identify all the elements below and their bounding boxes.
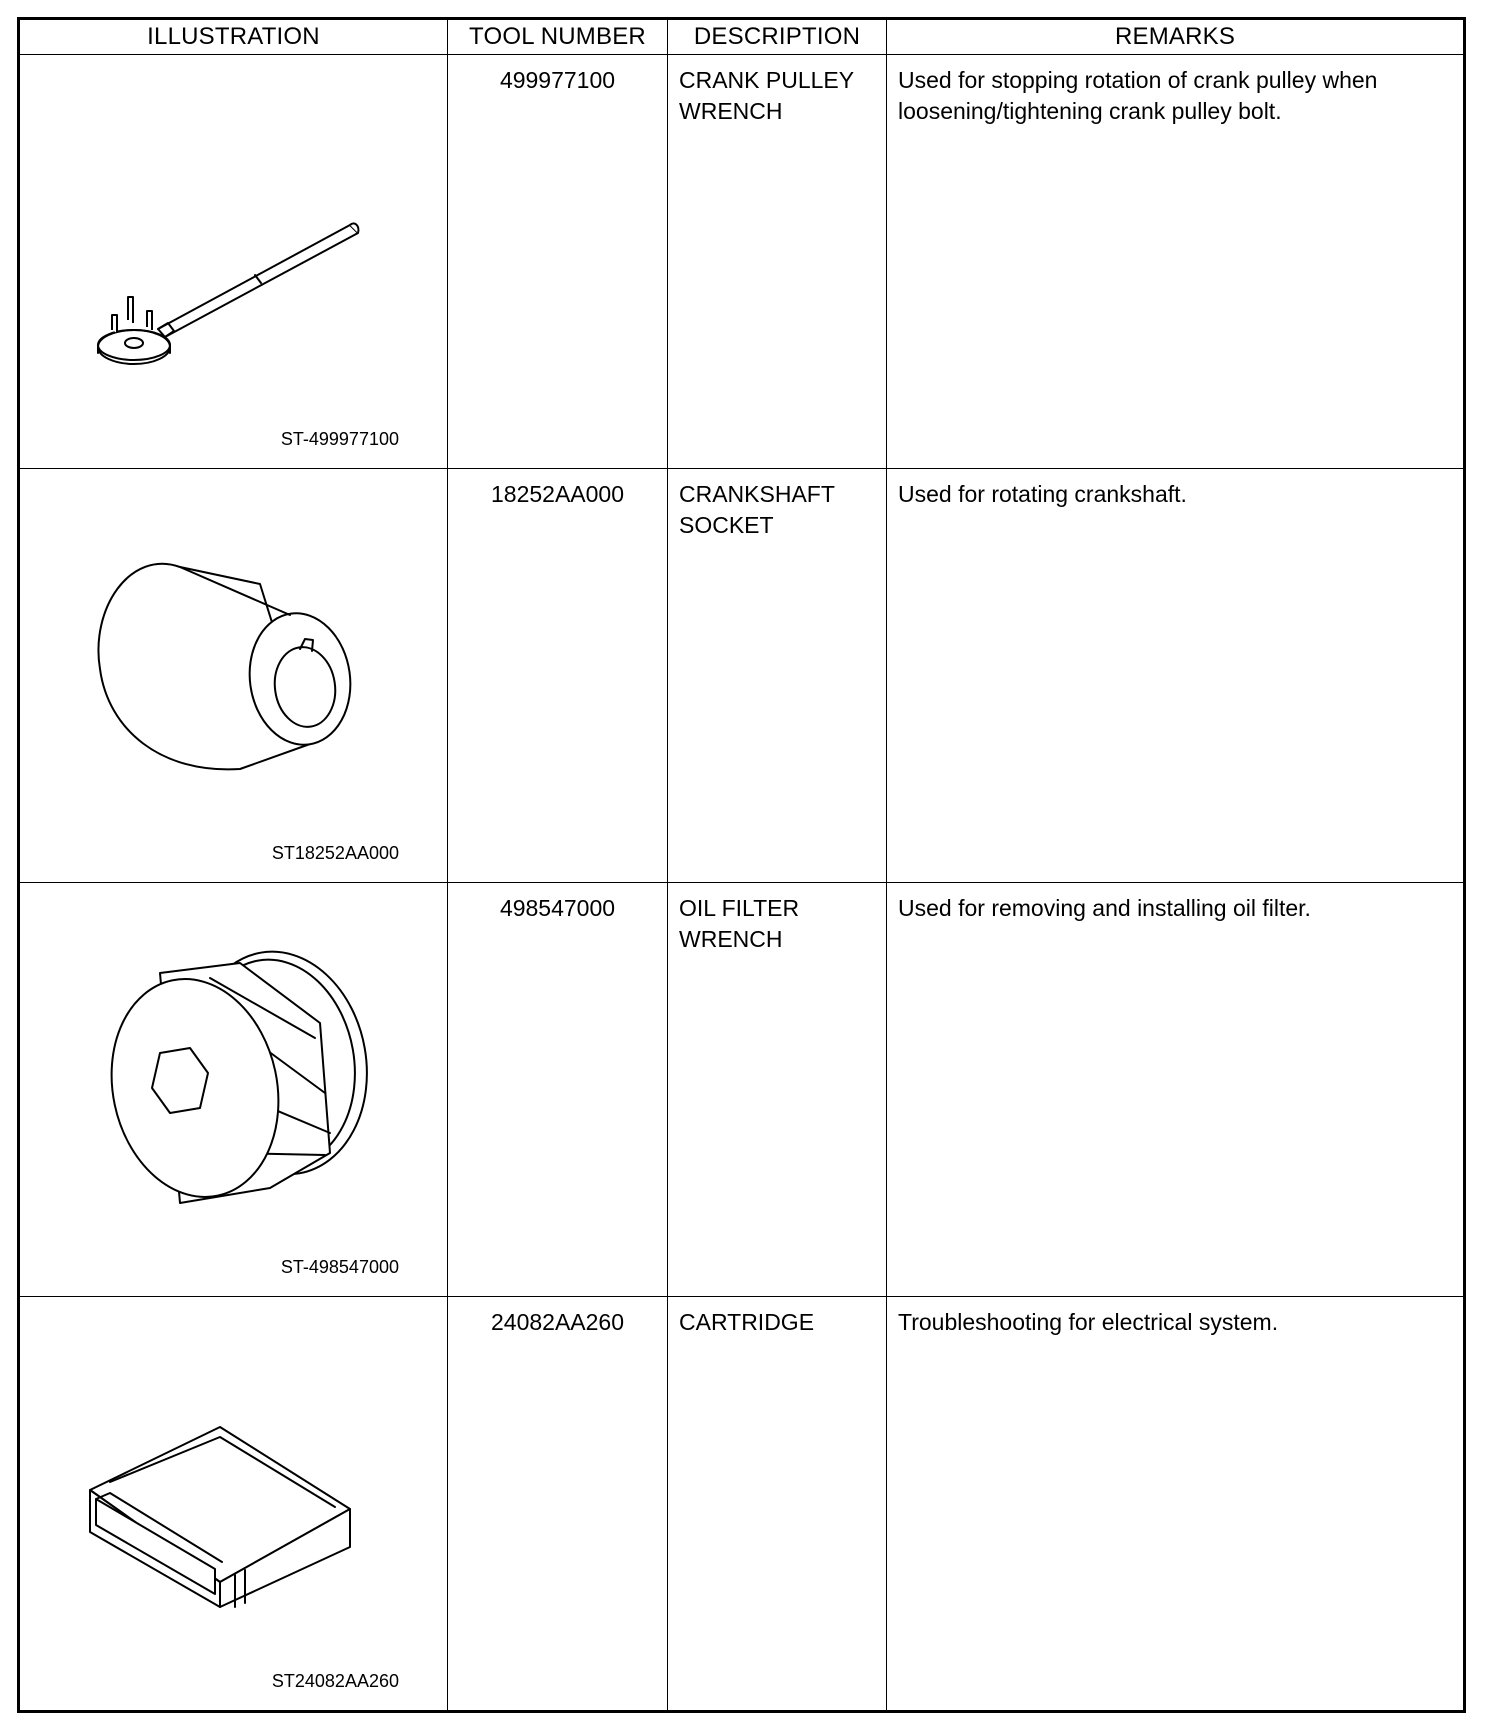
header-tool-number: TOOL NUMBER — [448, 19, 668, 55]
illustration-code: ST-499977100 — [280, 429, 399, 449]
description-cell — [668, 1297, 887, 1712]
remarks: Used for stopping rotation of crank pulley when loosening/tightening crank pulley bolt. — [898, 67, 1378, 124]
remarks-cell — [887, 469, 1465, 883]
special-tools-table — [17, 17, 1466, 1713]
description: OIL FILTER WRENCH — [679, 895, 800, 952]
table-row — [19, 883, 1465, 1297]
table-header-row — [19, 19, 1465, 55]
remarks-cell — [887, 1297, 1465, 1712]
tool-number: 24082AA260 — [490, 1309, 624, 1335]
description: CRANK PULLEY WRENCH — [679, 67, 855, 124]
description: CRANKSHAFT SOCKET — [679, 481, 835, 538]
description-cell — [668, 469, 887, 883]
tool-number: 499977100 — [499, 67, 616, 93]
description: CARTRIDGE — [679, 1309, 815, 1335]
illustration-code: ST-498547000 — [280, 1257, 399, 1277]
description-cell — [668, 883, 887, 1297]
illustration-cell — [19, 55, 448, 469]
header-illustration: ILLUSTRATION — [19, 19, 448, 55]
header-description: DESCRIPTION — [668, 19, 887, 55]
header-remarks: REMARKS — [887, 19, 1465, 55]
table-row — [19, 55, 1465, 469]
tool-number-cell — [448, 1297, 668, 1712]
tool-number-cell — [448, 883, 668, 1297]
illustration-cell — [19, 1297, 448, 1712]
description-cell — [668, 55, 887, 469]
remarks: Used for rotating crankshaft. — [898, 481, 1187, 507]
crankshaft-socket-icon — [50, 489, 420, 819]
cartridge-icon — [50, 1317, 420, 1647]
tool-number: 498547000 — [499, 895, 616, 921]
illustration-code: ST18252AA000 — [271, 843, 399, 863]
illustration-cell — [19, 883, 448, 1297]
remarks-cell — [887, 55, 1465, 469]
remarks-cell — [887, 883, 1465, 1297]
tool-number-cell — [448, 469, 668, 883]
crank-pulley-wrench-icon — [50, 75, 420, 405]
remarks: Used for removing and installing oil filter. — [898, 895, 1311, 921]
illustration-cell — [19, 469, 448, 883]
tool-number-cell — [448, 55, 668, 469]
tool-number: 18252AA000 — [490, 481, 624, 507]
table-row — [19, 1297, 1465, 1712]
table-row — [19, 469, 1465, 883]
remarks: Troubleshooting for electrical system. — [898, 1309, 1279, 1335]
illustration-code: ST24082AA260 — [271, 1671, 399, 1691]
oil-filter-wrench-icon — [50, 903, 420, 1233]
